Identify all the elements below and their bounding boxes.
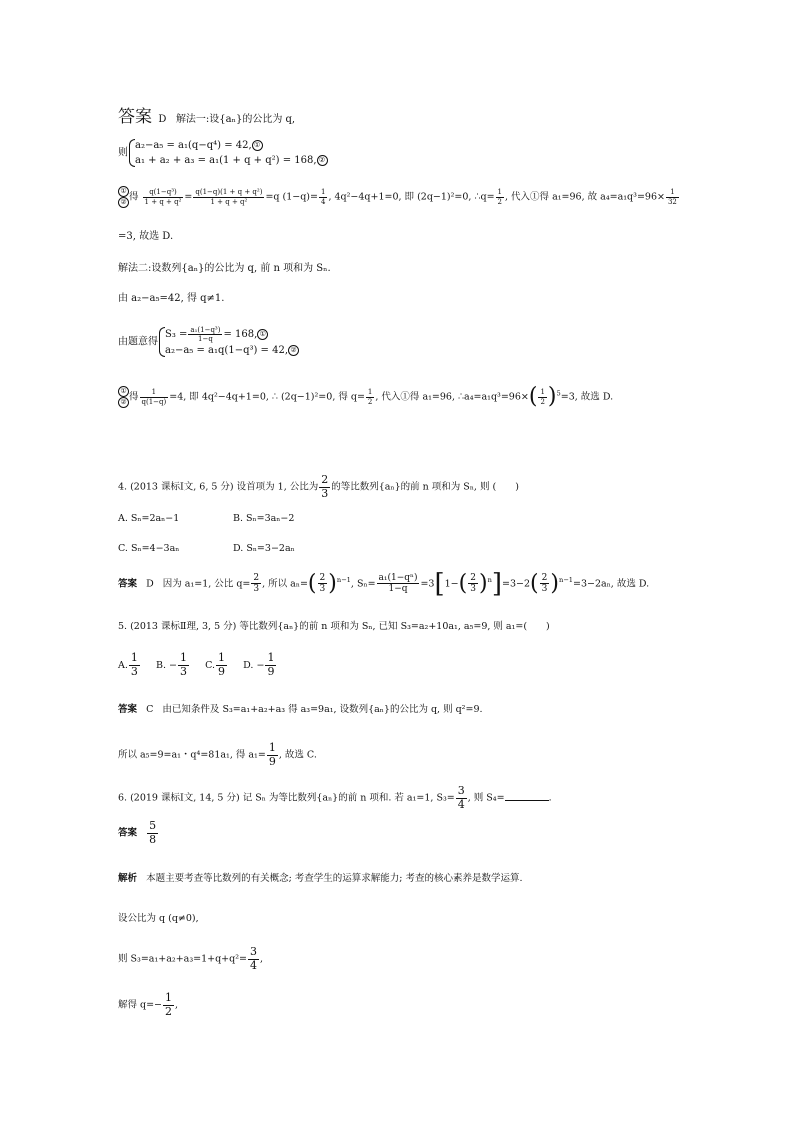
method1-derivation: ① ② 得 $\frac{\text{q(1−q³)}}{\text{1 + q + q²}}$ = $\frac{\text{q(1−q)(1 + q + q²)}}{\text{1 + q + q²}}$ =q (1−q)= $\frac{1}{4}$ , 4q²−4q+1=0, 即 (2q−1)²=0, ∴q= $\frac{1}{2}$ , 代入①得 a₁=96, 故 a₄=a₁q³=96× $\frac{1}{32}$	[118, 186, 680, 208]
q5-option-b: B. − $\frac{1}{3}$	[156, 651, 187, 678]
brace-system: a₂−a₅ = a₁(q−q⁴) = 42, ① a₁ + a₂ + a₃ = a₁(1 + q + q²) = 168, ②	[128, 138, 328, 168]
method2-derivation: ① ② 得 $\frac{1}{q(1-q)}$ =4, 即 4q²−4q+1=0, ∴ (2q−1)²=0, 得 q= $\frac{1}{2}$ , 代入①得 a₁=96, ∴a₄=a₁q³=96×( $\frac{1}{2}$ )$^5$=3, 故选 D.	[118, 386, 613, 408]
brace-system-2: S₃ = $\frac{\text{a₁(1−q³)}}{1-q}$ = 168, ① a₂−a₅ = a₁q(1−q³) = 42, ②	[158, 326, 299, 358]
answer-label: 答案	[118, 107, 152, 127]
q6-stem: 6. (2019 课标Ⅰ文, 14, 5 分) 记 Sₙ 为等比数列{aₙ}的前 n 项和. 若 a₁=1, S₃= $\frac{3}{4}$ , 则 S₄= .	[118, 784, 552, 811]
method2-line2: 由 a₂−a₅=42, 得 q≠1.	[118, 293, 225, 304]
q6-line3: 解得 q=− $\frac{1}{2}$ ,	[118, 991, 179, 1018]
q4-answer: 答案 D 因为 a₁=1, 公比 q= $\frac{2}{3}$ , 所以 aₙ=( $\frac{2}{3}$ )$^{n-1}$, Sₙ= $\frac{\text{a₁(1−qⁿ)}}{1-q}$ =3[1−( $\frac{2}{3}$ )$^n$]=3−2( $\frac{2}{3}$ )$^{n-1}$=3−2aₙ, 故选 D.	[118, 568, 650, 599]
q5-option-a: A. $\frac{1}{3}$	[118, 651, 138, 678]
q4-option-c: C. Sₙ=4−3aₙ	[118, 543, 180, 554]
method1-intro: 解法一:设{aₙ}的公比为 q,	[175, 114, 296, 125]
q6-line1: 设公比为 q (q≠0),	[118, 913, 199, 924]
q4-options-row1	[118, 512, 294, 526]
equation-system-1: 则 a₂−a₅ = a₁(q−q⁴) = 42, ① a₁ + a₂ + a₃ = a₁(1 + q + q²) = 168, ②	[118, 138, 328, 168]
method1-conclusion: =3, 故选 D.	[118, 231, 174, 242]
q6-answer-blank	[505, 790, 549, 801]
q4-option-a: A. Sₙ=2aₙ−1	[118, 513, 180, 524]
q6-answer: 答案 $\frac{5}{8}$	[118, 819, 157, 846]
q4-option-d: D. Sₙ=3−2aₙ	[233, 543, 295, 554]
answer-letter: D	[158, 114, 167, 125]
q5-option-d: D. − $\frac{1}{9}$	[243, 651, 275, 678]
q5-answer-line2: 所以 a₅=9=a₁・q⁴=81a₁, 得 a₁= $\frac{1}{9}$ , 故选 C.	[118, 741, 317, 768]
q5-options	[118, 652, 277, 678]
equation-system-2: 由题意得 S₃ = $\frac{\text{a₁(1−q³)}}{1-q}$ = 168, ① a₂−a₅ = a₁q(1−q³) = 42, ②	[118, 326, 299, 358]
q5-option-c: C. $\frac{1}{9}$	[205, 651, 226, 678]
q5-answer-line1: 答案 C 由已知条件及 S₃=a₁+a₂+a₃ 得 a₃=9a₁, 设数列{aₙ}的公比为 q, 则 q²=9.	[118, 704, 483, 715]
q4-stem: 4. (2013 课标Ⅰ文, 6, 5 分) 设首项为 1, 公比为 $\frac{2}{3}$ 的等比数列{aₙ}的前 n 项和为 Sₙ, 则 ( )	[118, 473, 519, 500]
answer-line-method1	[118, 107, 296, 127]
q4-option-b: B. Sₙ=3aₙ−2	[233, 513, 295, 524]
method2-intro: 解法二:设数列{aₙ}的公比为 q, 前 n 项和为 Sₙ.	[118, 263, 331, 274]
q4-options-row2	[118, 542, 295, 556]
q5-stem: 5. (2013 课标Ⅱ理, 3, 5 分) 等比数列{aₙ}的前 n 项和为 Sₙ, 已知 S₃=a₂+10a₁, a₅=9, 则 a₁=( )	[118, 621, 550, 632]
q6-line2: 则 S₃=a₁+a₂+a₃=1+q+q²= $\frac{3}{4}$ ,	[118, 945, 264, 972]
q6-analysis: 解析 本题主要考查等比数列的有关概念; 考查学生的运算求解能力; 考查的核心素养是数学运算.	[118, 873, 523, 884]
